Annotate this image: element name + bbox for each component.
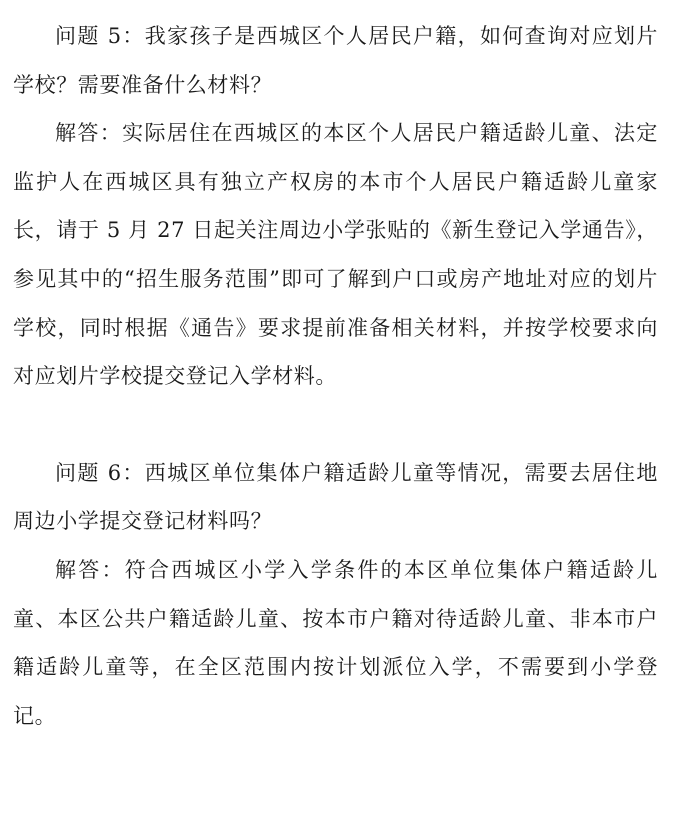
question-6: 问题 6：西城区单位集体户籍适龄儿童等情况，需要去居住地周边小学提交登记材料吗？ — [13, 460, 658, 534]
answer-6: 解答：符合西城区小学入学条件的本区单位集体户籍适龄儿童、本区公共户籍适龄儿童、按本市户籍对待适龄儿童、非本市户籍适龄儿童等，在全区范围内按计划派位入学，不需要到小学登记。 — [13, 557, 658, 728]
section-spacer — [13, 401, 658, 449]
question-5: 问题 5：我家孩子是西城区个人居民户籍，如何查询对应划片学校？需要准备什么材料？ — [13, 24, 658, 97]
answer-5: 解答：实际居住在西城区的本区个人居民户籍适龄儿童、法定监护人在西城区具有独立产权房的本市个人居民户籍适龄儿童家长，请于 5 月 27 日起关注周边小学张贴的《新生登记入学通告》，参见其中的“招生服务范围”即可了解到户口或房产地址对应的划片学校，同时根据《通告》要求提前准备相关材料，并按学校要求向对应划片学校提交登记入学材料。 — [13, 121, 658, 389]
document-page — [13, 12, 658, 740]
